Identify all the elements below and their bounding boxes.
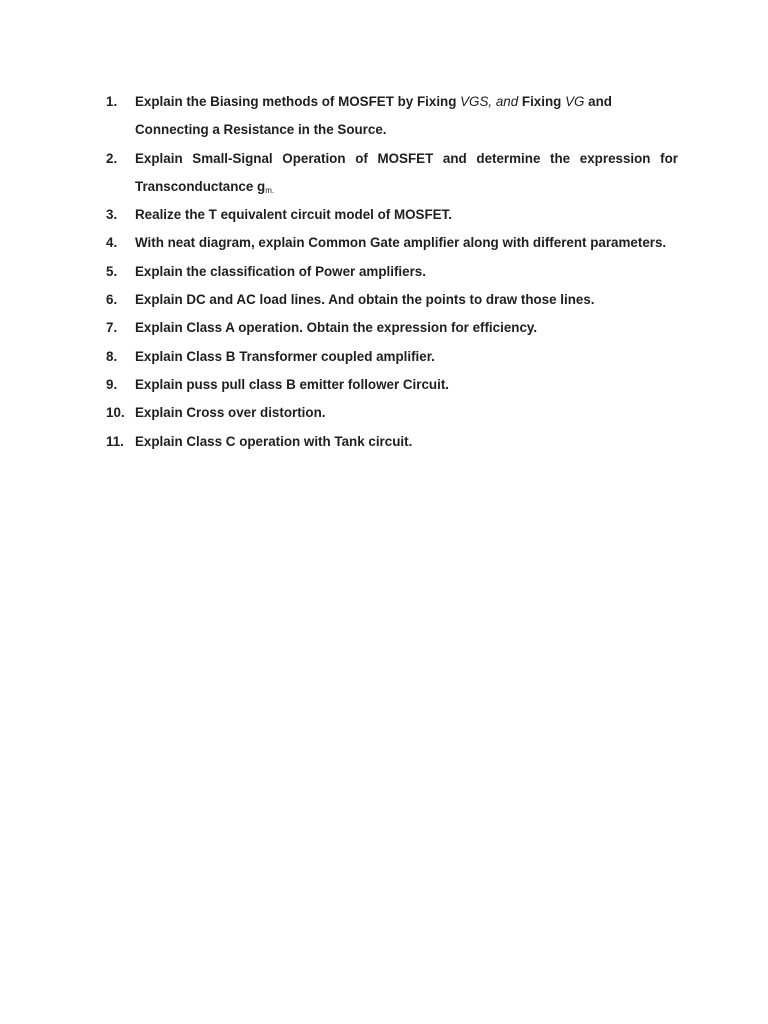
question-item-1 xyxy=(106,88,678,145)
question-item-2 xyxy=(106,145,678,202)
question-number: 6. xyxy=(106,292,118,308)
question-item-7 xyxy=(106,314,678,342)
question-text-segment: Explain Small-Signal Operation of MOSFET and determine the expression for Transconductance g xyxy=(135,150,678,194)
vg-italic: VG xyxy=(565,94,585,109)
question-text: With neat diagram, explain Common Gate amplifier along with different parameters. xyxy=(135,235,667,251)
question-text xyxy=(135,88,678,145)
question-text: Realize the T equivalent circuit model of MOSFET. xyxy=(135,207,452,223)
question-number: 8. xyxy=(106,348,118,364)
question-item-11 xyxy=(106,428,678,456)
question-text: Explain puss pull class B emitter follower Circuit. xyxy=(135,376,450,392)
question-text: Explain the classification of Power amplifiers. xyxy=(135,263,426,279)
question-text: Explain DC and AC load lines. And obtain the points to draw those lines. xyxy=(135,292,595,308)
question-text xyxy=(135,145,678,202)
question-text-segment: and Connecting a Resistance in the Source. xyxy=(135,94,612,138)
gm-subscript: m. xyxy=(265,185,275,195)
question-item-4 xyxy=(106,229,678,257)
question-text-segment: Explain the Biasing methods of MOSFET by Fixing xyxy=(135,94,461,109)
question-number: 9. xyxy=(106,376,118,392)
question-list xyxy=(106,88,678,456)
vgs-italic: VGS, and xyxy=(460,94,519,109)
question-number: 2. xyxy=(106,150,118,166)
question-text: Explain Class B Transformer coupled amplifier. xyxy=(135,348,435,364)
question-text-segment: Fixing xyxy=(518,94,566,109)
question-item-9 xyxy=(106,371,678,399)
question-number: 11. xyxy=(106,433,124,449)
question-item-10 xyxy=(106,399,678,427)
question-number: 5. xyxy=(106,263,118,279)
question-number: 10. xyxy=(106,405,125,421)
question-number: 1. xyxy=(106,94,118,109)
question-text: Explain Class A operation. Obtain the expression for efficiency. xyxy=(135,320,538,336)
question-number: 7. xyxy=(106,320,118,336)
question-text: Explain Cross over distortion. xyxy=(135,405,326,421)
question-number: 4. xyxy=(106,235,118,251)
question-item-5 xyxy=(106,258,678,286)
question-number: 3. xyxy=(106,207,118,223)
question-item-8 xyxy=(106,343,678,371)
question-text: Explain Class C operation with Tank circuit. xyxy=(135,433,413,449)
question-item-3 xyxy=(106,201,678,229)
question-item-6 xyxy=(106,286,678,314)
